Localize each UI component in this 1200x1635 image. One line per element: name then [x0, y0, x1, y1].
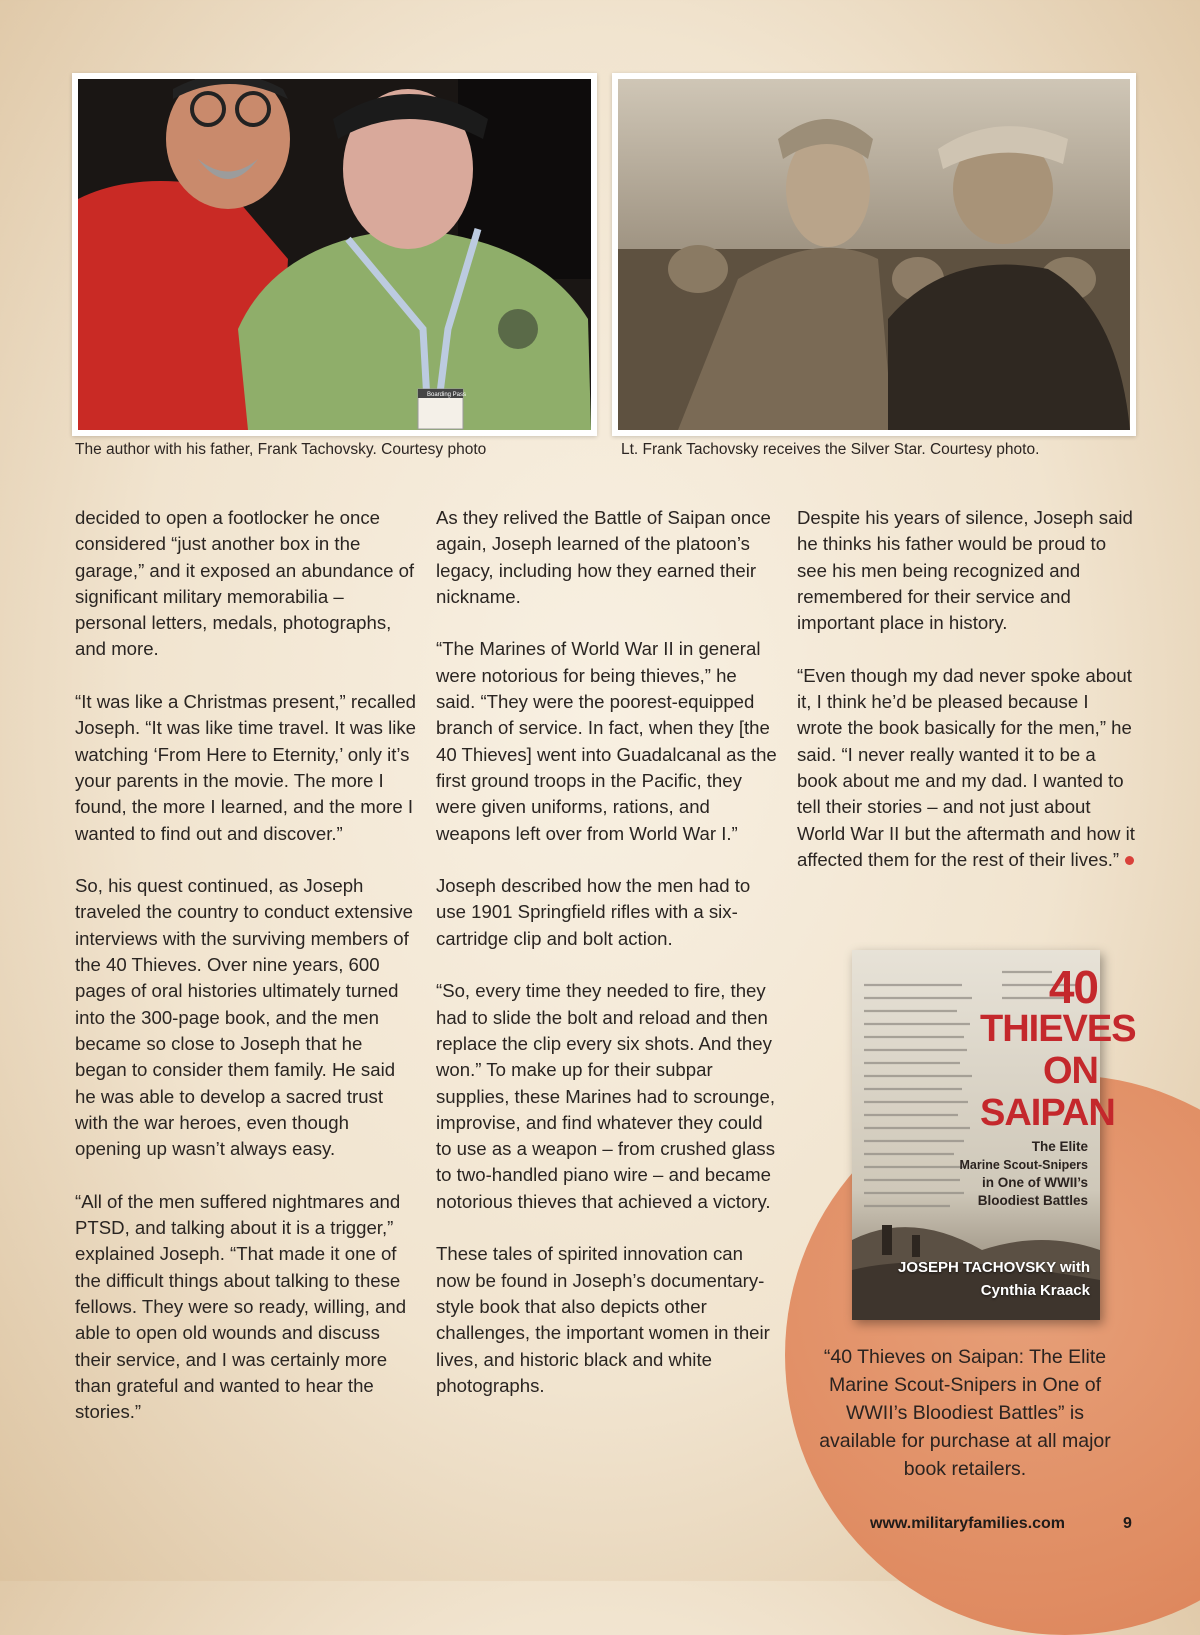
book-title-line-3: ON: [1043, 1050, 1098, 1092]
page-number: 9: [1123, 1515, 1132, 1532]
paragraph: These tales of spirited innovation can now be found in Joseph’s documentary-style book that also depicts other challenges, the important women in their lives, and historic black and white photographs.: [436, 1243, 770, 1396]
paragraph: Joseph described how the men had to use 1901 Springfield rifles with a six-cartridge clip and bolt action.: [436, 875, 751, 949]
article-column-2: [436, 505, 778, 1425]
paragraph: So, his quest continued, as Joseph traveled the country to conduct extensive interviews with the surviving members of the 40 Thieves. Over nine years, 600 pages of oral histories ultimately turned into the 300-page book, and the men became so close to Joseph that he began to consider them family. He said he was able to develop a sacred trust with the war heroes, even though opening up wasn’t always easy.: [75, 875, 413, 1160]
photo-silver-star: [612, 73, 1136, 436]
book-author-line-1: JOSEPH TACHOVSKY with: [898, 1259, 1090, 1276]
book-subtitle-line: Bloodiest Battles: [977, 1193, 1088, 1208]
book-promo-text: “40 Thieves on Saipan: The Elite Marine Scout-Snipers in One of WWII’s Bloodiest Battles” is available for purchase at all major book retailers.: [819, 1346, 1111, 1480]
book-title-line-4: SAIPAN: [980, 1092, 1115, 1134]
paragraph-final: [797, 663, 1139, 873]
paragraph-final-text: “Even though my dad never spoke about it, I think he’d be pleased because I wrote the book basically for the men,” he said. “I never really wanted it to be a book about me and my dad. I wanted to tell their stories – and not just about World War II but the aftermath and how it affected them for the rest of their lives.”: [797, 664, 1135, 870]
book-author-line-2: Cynthia Kraack: [980, 1282, 1090, 1299]
photo-author-and-father: [72, 73, 597, 436]
paragraph: decided to open a footlocker he once considered “just another box in the garage,” and it exposed an abundance of significant military memorabilia – personal letters, medals, photographs, and more.: [75, 507, 415, 660]
footer-website-link[interactable]: www.militaryfamilies.com: [870, 1515, 1066, 1532]
photo-silver-star-image: [618, 79, 1130, 430]
article-column-1: [75, 505, 417, 1452]
paragraph: “So, every time they needed to fire, they had to slide the bolt and reload and then replace the clip every six shots. And they won.” To make up for their subpar supplies, these Marines had to scrounge, improvise, and find whatever they could to use as a weapon – from crushed glass to two-handled piano wire – and became notorious thieves that achieved a victory.: [436, 980, 776, 1212]
paragraph: “The Marines of World War II in general were notorious for being thieves,” he said. “They were the poorest-equipped branch of service. In fact, when they [the 40 Thieves] went into Guadalcanal as the first ground troops in the Pacific, they were given uniforms, rations, and weapons left over from World War I.”: [436, 638, 777, 844]
right-photo-caption: Lt. Frank Tachovsky receives the Silver Star. Courtesy photo.: [621, 441, 1040, 458]
paragraph: “It was like a Christmas present,” recalled Joseph. “It was like time travel. It was like watching ‘From Here to Eternity,’ only it’s your parents in the movie. The more I found, the more I learned, and the more I wanted to find out and discover.”: [75, 691, 416, 844]
paragraph: Despite his years of silence, Joseph said he thinks his father would be proud to see his men being recognized and remembered for their service and important place in history.: [797, 507, 1133, 634]
end-mark-icon: [1125, 856, 1134, 865]
left-photo-caption: The author with his father, Frank Tachovsky. Courtesy photo: [75, 441, 487, 458]
book-subtitle-line: Marine Scout-Snipers: [959, 1158, 1088, 1172]
paragraph: As they relived the Battle of Saipan once again, Joseph learned of the platoon’s legacy, including how they earned their nickname.: [436, 507, 771, 607]
book-title-line-2: THIEVES: [980, 1008, 1136, 1050]
photo-author-and-father-image: [78, 79, 591, 430]
book-subtitle-line: in One of WWII’s: [982, 1175, 1088, 1190]
article-column-3: [797, 505, 1139, 899]
book-title-line-1: 40: [1048, 961, 1098, 1013]
boarding-pass-text: Boarding Pass: [427, 392, 467, 398]
book-subtitle-line: The Elite: [1031, 1139, 1088, 1154]
paragraph: “All of the men suffered nightmares and PTSD, and talking about it is a trigger,” explained Joseph. “That made it one of the difficult things about talking to these fellows. They were so ready, willing, and able to open old wounds and discuss their service, and I was certainly more than grateful and wanted to hear the stories.”: [75, 1190, 407, 1423]
book-subtitle: [940, 1138, 1088, 1210]
